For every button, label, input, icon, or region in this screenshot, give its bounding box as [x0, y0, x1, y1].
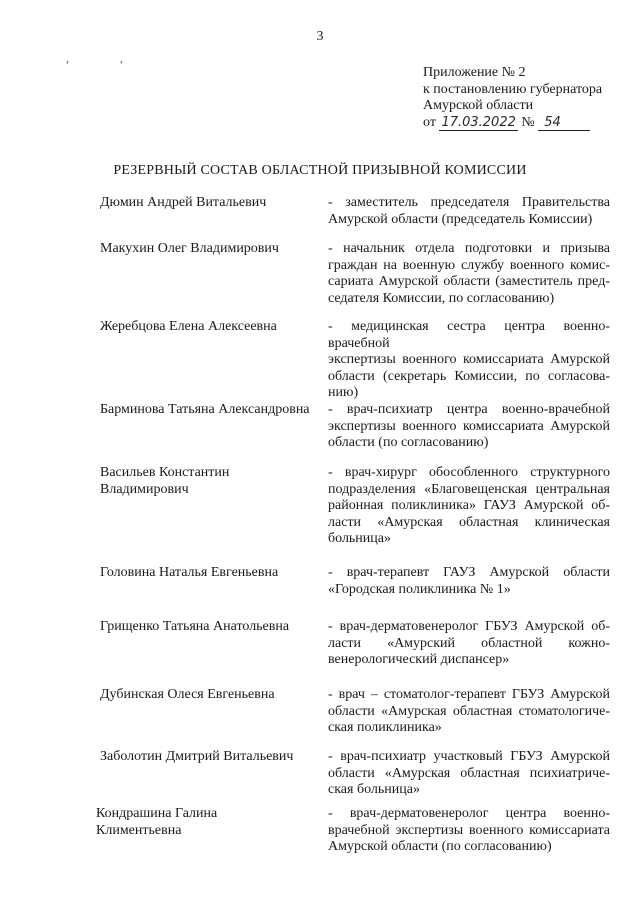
- member-role: [328, 319, 610, 402]
- member-name: [100, 241, 310, 258]
- member-name-line: Заболотин Дмитрий Витальевич: [100, 749, 294, 764]
- member-name: [100, 195, 310, 212]
- member-role-line: Амурской области (по согласованию): [328, 839, 552, 854]
- member-role: [328, 565, 610, 598]
- member-role-line: - врач-психиатр центра военно-врачебной: [328, 402, 610, 417]
- member-name: [96, 806, 306, 839]
- member-name: [100, 619, 310, 636]
- member-role: [328, 402, 610, 452]
- member-role-line: ская поликлиника»: [328, 720, 442, 735]
- member-role-line: области (по согласованию): [328, 435, 489, 450]
- member-role-line: ская больница»: [328, 782, 420, 797]
- member-role-line: Амурской области (председатель Комиссии): [328, 211, 593, 227]
- member-name-line: Владимирович: [100, 481, 189, 497]
- member-role-line: ласти «Амурский областной кожно-: [328, 635, 610, 651]
- member-name: [100, 402, 310, 419]
- member-name-line: Барминова Татьяна Александровна: [100, 402, 310, 417]
- member-role-line: венерологический диспансер»: [328, 652, 510, 667]
- member-role: [328, 195, 610, 228]
- member-role: [328, 619, 610, 669]
- member-role-line: - врач-дерматовенеролог центра военно-: [328, 806, 610, 821]
- member-name-line: Дубинская Олеся Евгеньевна: [100, 687, 275, 702]
- stray-marks: , ,: [66, 51, 147, 65]
- member-role-line: области «Амурская областная стоматологиче-: [328, 703, 610, 719]
- member-name-line: Грищенко Татьяна Анатольевна: [100, 619, 290, 634]
- member-role-line: районная поликлиника» ГАУЗ Амурской об-: [328, 498, 610, 513]
- member-name: [100, 319, 310, 336]
- member-role-line: больница»: [328, 531, 391, 546]
- member-name-line: Васильев Константин: [100, 465, 230, 480]
- member-role-line: седателя Комиссии, по согласованию): [328, 290, 555, 306]
- member-role-line: - врач – стоматолог-терапевт ГБУЗ Амурской: [328, 687, 610, 702]
- member-role-line: сариата Амурской области (заместитель пред-: [328, 274, 610, 289]
- appendix-line-1: Приложение № 2: [423, 65, 526, 80]
- appendix-block: [423, 65, 623, 131]
- member-name-line: Жеребцова Елена Алексеевна: [100, 319, 277, 334]
- member-role-line: - заместитель председателя Правительства: [328, 195, 610, 210]
- member-role-line: - медицинская сестра центра военно-врачебной: [328, 319, 610, 351]
- member-name: [100, 465, 310, 498]
- member-role-line: врачебной экспертизы военного комиссариата: [328, 822, 610, 838]
- page-number: 3: [316, 29, 324, 44]
- member-role: [328, 687, 610, 737]
- handwritten-number: 54: [538, 116, 590, 131]
- member-role-line: ласти «Амурская областная клиническая: [328, 514, 610, 530]
- member-role-line: области «Амурская областная психиатриче-: [328, 765, 610, 781]
- appendix-line-3: Амурской области: [423, 98, 534, 113]
- member-role-line: нию): [328, 385, 359, 400]
- member-role-line: граждан на военную службу военного комис-: [328, 257, 610, 273]
- date-prefix: от: [423, 114, 436, 130]
- handwritten-date: 17.03.2022: [441, 114, 516, 130]
- member-role-line: подразделения «Благовещенская центральная: [328, 481, 610, 497]
- member-role-line: экспертизы военного комиссариата Амурской: [328, 418, 610, 434]
- member-role-line: - врач-психиатр участковый ГБУЗ Амурской: [328, 749, 610, 764]
- member-name: [100, 687, 310, 704]
- number-prefix: №: [521, 114, 535, 130]
- member-name: [100, 565, 310, 582]
- member-name-line: Головина Наталья Евгеньевна: [100, 565, 279, 580]
- member-role: [328, 806, 610, 856]
- member-name-line: Макухин Олег Владимирович: [100, 241, 279, 256]
- member-role: [328, 465, 610, 548]
- member-role-line: - врач-терапевт ГАУЗ Амурской области: [328, 565, 610, 580]
- member-role-line: экспертизы военного комиссариата Амурской: [328, 352, 610, 367]
- member-name-line: Дюмин Андрей Витальевич: [100, 195, 267, 210]
- member-name-line: Кондрашина Галина Климентьевна: [96, 806, 218, 838]
- member-role-line: «Городская поликлиника № 1»: [328, 581, 511, 597]
- member-role-line: - врач-дерматовенеролог ГБУЗ Амурской об-: [328, 619, 610, 634]
- member-name: [100, 749, 310, 766]
- member-role-line: области (секретарь Комиссии, по согласова-: [328, 368, 610, 384]
- appendix-date-line: [423, 115, 623, 132]
- member-role: [328, 749, 610, 799]
- member-role-line: - начальник отдела подготовки и призыва: [328, 241, 610, 256]
- document-title: РЕЗЕРВНЫЙ СОСТАВ ОБЛАСТНОЙ ПРИЗЫВНОЙ КОМИССИИ: [113, 163, 527, 178]
- member-role-line: - врач-хирург обособленного структурного: [328, 465, 610, 480]
- member-role: [328, 241, 610, 307]
- appendix-line-2: к постановлению губернатора: [423, 81, 603, 97]
